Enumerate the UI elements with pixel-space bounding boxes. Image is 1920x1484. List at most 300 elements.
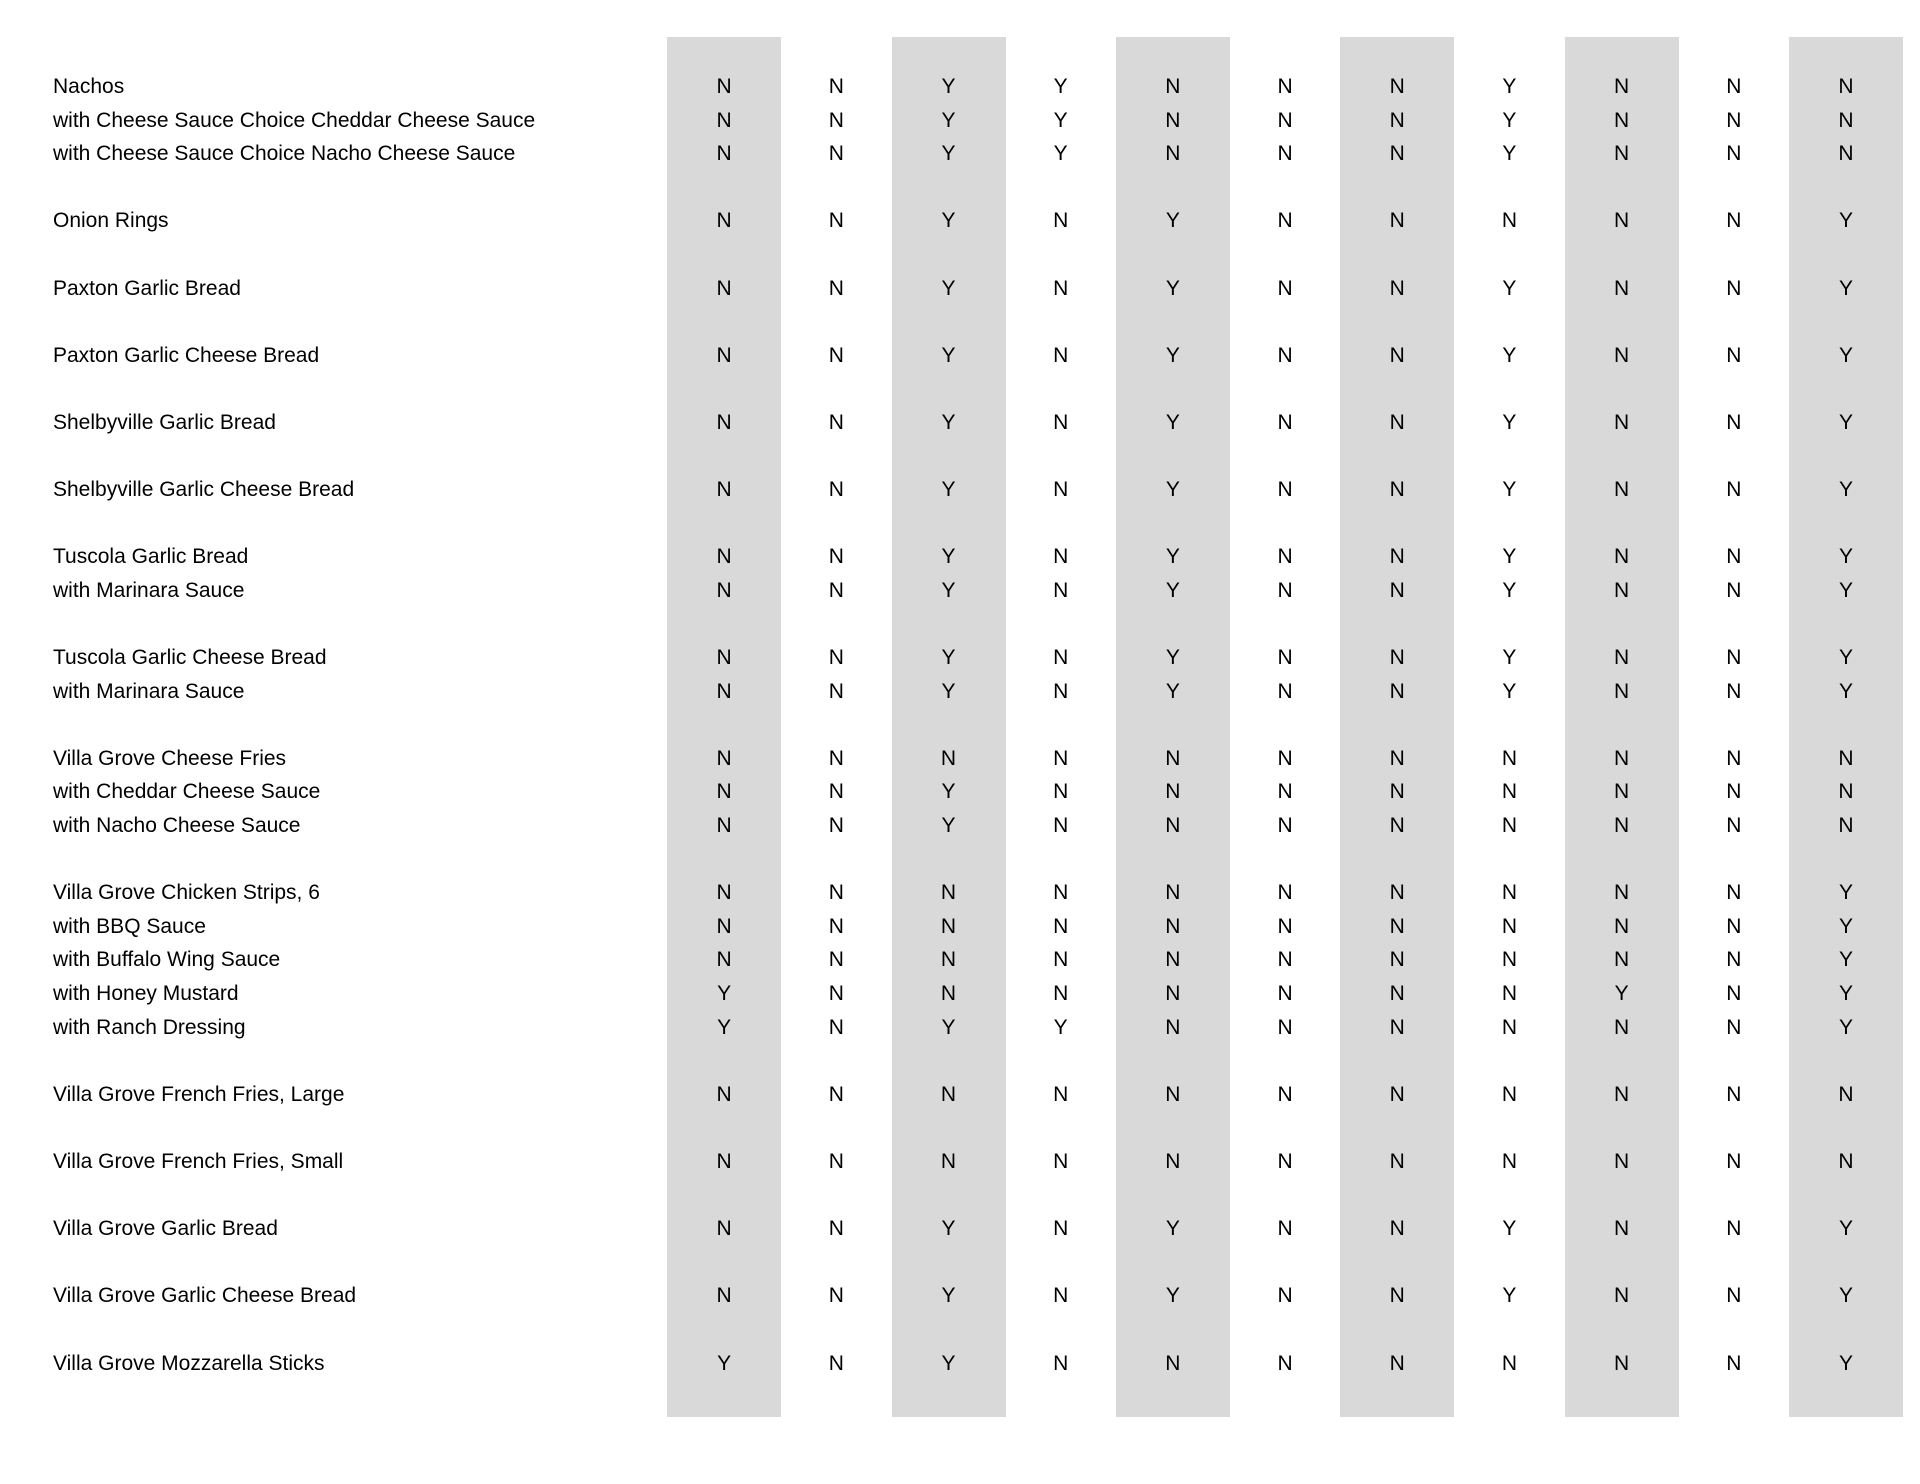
allergen-value: N bbox=[1053, 478, 1069, 502]
group-gap bbox=[0, 1111, 1920, 1145]
table-row bbox=[0, 1279, 1920, 1313]
allergen-value: Y bbox=[1838, 410, 1853, 434]
allergen-value: Y bbox=[941, 578, 956, 602]
allergen-value: N bbox=[1726, 578, 1742, 602]
allergen-value: Y bbox=[941, 1351, 956, 1375]
allergen-value: Y bbox=[1502, 276, 1517, 300]
allergen-value: Y bbox=[1502, 75, 1517, 98]
allergen-value: N bbox=[1165, 780, 1181, 804]
allergen-value: N bbox=[1053, 578, 1069, 602]
allergen-value: N bbox=[1277, 545, 1293, 569]
item-label: with Marinara Sauce bbox=[53, 679, 245, 703]
allergen-value: Y bbox=[717, 1015, 732, 1039]
allergen-value: N bbox=[716, 108, 732, 132]
allergen-value: N bbox=[1614, 780, 1630, 804]
allergen-value: N bbox=[1614, 209, 1630, 233]
allergen-value: Y bbox=[1165, 478, 1180, 502]
allergen-value: N bbox=[828, 679, 844, 703]
table-row bbox=[0, 473, 1920, 507]
allergen-value: N bbox=[1389, 948, 1405, 972]
allergen-value: N bbox=[1614, 142, 1630, 166]
allergen-value: N bbox=[828, 780, 844, 804]
allergen-value: N bbox=[828, 276, 844, 300]
allergen-value: Y bbox=[941, 814, 956, 838]
allergen-value: Y bbox=[1165, 1217, 1180, 1241]
allergen-value: N bbox=[1614, 1284, 1630, 1308]
allergen-value: Y bbox=[1165, 209, 1180, 233]
allergen-value: N bbox=[828, 814, 844, 838]
allergen-value: N bbox=[1053, 814, 1069, 838]
allergen-value: N bbox=[1838, 746, 1854, 770]
table-row bbox=[0, 339, 1920, 373]
allergen-value: N bbox=[1726, 948, 1742, 972]
allergen-value: N bbox=[940, 1150, 957, 1173]
allergen-value: N bbox=[828, 881, 844, 905]
allergen-value: N bbox=[1726, 1150, 1742, 1173]
allergen-value: N bbox=[1501, 1351, 1517, 1375]
allergen-value: N bbox=[1277, 881, 1293, 905]
allergen-value: N bbox=[1389, 142, 1405, 166]
allergen-value: N bbox=[716, 209, 732, 233]
allergen-value: N bbox=[1614, 646, 1630, 670]
allergen-value: N bbox=[1053, 679, 1069, 703]
allergen-value: Y bbox=[1838, 679, 1853, 703]
allergen-value: N bbox=[1838, 142, 1854, 166]
allergen-value: N bbox=[1614, 1015, 1630, 1039]
allergen-value: N bbox=[828, 545, 844, 569]
allergen-value: N bbox=[1501, 914, 1517, 938]
allergen-value: N bbox=[716, 679, 732, 703]
table-row bbox=[0, 104, 1920, 138]
allergen-value: Y bbox=[1165, 646, 1180, 670]
allergen-value: N bbox=[716, 646, 732, 670]
allergen-value: N bbox=[1501, 982, 1517, 1006]
allergen-value: N bbox=[1838, 780, 1854, 804]
allergen-value: Y bbox=[1502, 1217, 1517, 1241]
allergen-value: N bbox=[1726, 410, 1742, 434]
allergen-value: N bbox=[828, 108, 844, 132]
allergen-value: N bbox=[716, 1082, 732, 1106]
allergen-value: N bbox=[828, 982, 844, 1006]
allergen-value: N bbox=[828, 410, 844, 434]
allergen-value: N bbox=[1165, 1150, 1181, 1173]
allergen-value: Y bbox=[1502, 343, 1517, 367]
allergen-value: N bbox=[1165, 142, 1181, 166]
allergen-value: N bbox=[1726, 1284, 1742, 1308]
allergen-value: N bbox=[828, 478, 844, 502]
allergen-value: N bbox=[716, 478, 732, 502]
allergen-value: N bbox=[1614, 881, 1630, 905]
allergen-value: Y bbox=[1502, 646, 1517, 670]
item-label: Shelbyville Garlic Cheese Bread bbox=[53, 478, 355, 502]
allergen-value: N bbox=[828, 578, 844, 602]
allergen-value: N bbox=[1053, 343, 1069, 367]
item-label: with Honey Mustard bbox=[53, 982, 239, 1006]
table-row bbox=[0, 876, 1920, 910]
allergen-value: N bbox=[716, 75, 732, 98]
allergen-value: Y bbox=[941, 142, 956, 166]
allergen-value: N bbox=[1053, 746, 1069, 770]
allergen-value: N bbox=[716, 545, 732, 569]
allergen-value: N bbox=[716, 343, 732, 367]
allergen-value: N bbox=[716, 1284, 732, 1308]
allergen-value: N bbox=[1614, 108, 1630, 132]
allergen-value: N bbox=[1501, 209, 1517, 233]
allergen-value: Y bbox=[1838, 914, 1853, 938]
allergen-value: N bbox=[1614, 1217, 1630, 1241]
allergen-value: N bbox=[1726, 646, 1742, 670]
allergen-value: N bbox=[1277, 914, 1293, 938]
item-label: with Buffalo Wing Sauce bbox=[53, 948, 281, 972]
allergen-value: Y bbox=[1502, 108, 1517, 132]
allergen-value: N bbox=[1053, 646, 1069, 670]
allergen-value: Y bbox=[1838, 1217, 1853, 1241]
item-label: Tuscola Garlic Bread bbox=[53, 545, 249, 569]
allergen-value: N bbox=[1614, 545, 1630, 569]
allergen-value: N bbox=[1389, 780, 1405, 804]
allergen-value: N bbox=[1501, 780, 1517, 804]
allergen-value: N bbox=[1389, 1284, 1405, 1308]
allergen-value: Y bbox=[1053, 142, 1068, 166]
allergen-value: Y bbox=[1838, 578, 1853, 602]
allergen-value: Y bbox=[1838, 881, 1853, 905]
table-row bbox=[0, 943, 1920, 977]
group-gap bbox=[0, 1313, 1920, 1347]
allergen-value: N bbox=[1726, 108, 1742, 132]
allergen-value: N bbox=[1389, 478, 1405, 502]
allergen-value: Y bbox=[1502, 410, 1517, 434]
allergen-value: N bbox=[828, 1217, 844, 1241]
allergen-value: N bbox=[1614, 343, 1630, 367]
allergen-value: N bbox=[1165, 881, 1181, 905]
allergen-value: N bbox=[1501, 814, 1517, 838]
allergen-table bbox=[0, 70, 1920, 1380]
allergen-value: N bbox=[1614, 75, 1630, 98]
allergen-value: N bbox=[1726, 814, 1742, 838]
table-row bbox=[0, 204, 1920, 238]
allergen-value: N bbox=[1053, 1284, 1069, 1308]
allergen-value: N bbox=[828, 142, 844, 166]
allergen-value: Y bbox=[941, 108, 956, 132]
allergen-value: N bbox=[1277, 1082, 1293, 1106]
allergen-value: N bbox=[940, 914, 957, 938]
allergen-value: N bbox=[1277, 948, 1293, 972]
allergen-value: N bbox=[716, 814, 732, 838]
allergen-value: Y bbox=[941, 646, 956, 670]
allergen-value: N bbox=[1277, 746, 1293, 770]
allergen-value: Y bbox=[941, 75, 956, 98]
allergen-value: Y bbox=[941, 209, 956, 233]
allergen-value: N bbox=[1726, 276, 1742, 300]
allergen-value: Y bbox=[1165, 343, 1180, 367]
allergen-value: Y bbox=[1838, 1015, 1853, 1039]
allergen-value: N bbox=[828, 1015, 844, 1039]
allergen-value: Y bbox=[1838, 343, 1853, 367]
allergen-value: Y bbox=[941, 679, 956, 703]
allergen-value: N bbox=[716, 142, 732, 166]
allergen-value: N bbox=[1053, 982, 1069, 1006]
allergen-value: N bbox=[1053, 545, 1069, 569]
allergen-value: N bbox=[828, 646, 844, 670]
allergen-value: Y bbox=[941, 343, 956, 367]
allergen-value: N bbox=[1389, 209, 1405, 233]
allergen-value: N bbox=[1389, 914, 1405, 938]
allergen-value: N bbox=[1389, 1082, 1405, 1106]
allergen-value: Y bbox=[1838, 982, 1853, 1006]
item-label: Villa Grove Garlic Cheese Bread bbox=[53, 1284, 357, 1308]
allergen-value: N bbox=[1277, 679, 1293, 703]
allergen-value: N bbox=[1277, 780, 1293, 804]
item-label: Tuscola Garlic Cheese Bread bbox=[53, 646, 327, 670]
allergen-value: N bbox=[1838, 814, 1854, 838]
allergen-value: N bbox=[940, 881, 957, 905]
allergen-value: N bbox=[1614, 276, 1630, 300]
allergen-value: N bbox=[1838, 75, 1854, 98]
allergen-value: N bbox=[1726, 209, 1742, 233]
allergen-value: N bbox=[1614, 478, 1630, 502]
item-label: with Marinara Sauce bbox=[53, 578, 245, 602]
allergen-value: Y bbox=[941, 545, 956, 569]
allergen-value: N bbox=[940, 746, 957, 770]
allergen-value: N bbox=[1165, 75, 1181, 98]
allergen-value: N bbox=[828, 914, 844, 938]
allergen-value: Y bbox=[1838, 209, 1853, 233]
allergen-value: Y bbox=[1053, 108, 1068, 132]
allergen-value: N bbox=[1277, 478, 1293, 502]
allergen-value: N bbox=[1389, 343, 1405, 367]
allergen-value: N bbox=[1165, 814, 1181, 838]
allergen-value: N bbox=[1277, 814, 1293, 838]
allergen-value: N bbox=[1389, 108, 1405, 132]
allergen-value: Y bbox=[1053, 1015, 1068, 1039]
allergen-value: N bbox=[1838, 108, 1854, 132]
allergen-value: N bbox=[716, 881, 732, 905]
allergen-value: N bbox=[1165, 108, 1181, 132]
table-row bbox=[0, 137, 1920, 171]
allergen-value: N bbox=[1838, 1150, 1854, 1173]
allergen-value: N bbox=[1053, 276, 1069, 300]
allergen-value: Y bbox=[1165, 679, 1180, 703]
allergen-value: N bbox=[828, 746, 844, 770]
allergen-value: N bbox=[1053, 1150, 1069, 1173]
allergen-value: N bbox=[1726, 343, 1742, 367]
allergen-value: N bbox=[1053, 780, 1069, 804]
table-row bbox=[0, 809, 1920, 843]
allergen-value: N bbox=[1389, 881, 1405, 905]
allergen-value: Y bbox=[1838, 1284, 1853, 1308]
allergen-value: N bbox=[1277, 276, 1293, 300]
allergen-value: Y bbox=[1838, 478, 1853, 502]
allergen-value: N bbox=[828, 948, 844, 972]
allergen-value: N bbox=[1277, 343, 1293, 367]
allergen-value: N bbox=[940, 982, 957, 1006]
allergen-value: N bbox=[1614, 410, 1630, 434]
allergen-value: Y bbox=[1053, 75, 1068, 98]
allergen-value: N bbox=[1277, 982, 1293, 1006]
group-gap bbox=[0, 440, 1920, 474]
allergen-value: N bbox=[1614, 578, 1630, 602]
allergen-value: N bbox=[1165, 1351, 1181, 1375]
item-label: with Cheese Sauce Choice Nacho Cheese Sauce bbox=[53, 142, 516, 166]
table-row bbox=[0, 641, 1920, 675]
allergen-value: N bbox=[1726, 1082, 1742, 1106]
item-label: Villa Grove Cheese Fries bbox=[53, 746, 287, 770]
allergen-value: N bbox=[1389, 75, 1405, 98]
group-gap bbox=[0, 608, 1920, 642]
allergen-value: N bbox=[716, 1150, 732, 1173]
allergen-value: N bbox=[828, 1284, 844, 1308]
allergen-value: N bbox=[1053, 1082, 1069, 1106]
allergen-value: N bbox=[1277, 578, 1293, 602]
allergen-value: N bbox=[1389, 545, 1405, 569]
allergen-value: N bbox=[1614, 679, 1630, 703]
allergen-value: N bbox=[940, 948, 957, 972]
allergen-value: Y bbox=[941, 780, 956, 804]
allergen-value: N bbox=[1277, 1284, 1293, 1308]
allergen-value: Y bbox=[1838, 545, 1853, 569]
allergen-value: N bbox=[1389, 814, 1405, 838]
allergen-value: Y bbox=[1165, 545, 1180, 569]
allergen-value: N bbox=[716, 410, 732, 434]
allergen-value: N bbox=[1726, 1351, 1742, 1375]
allergen-value: N bbox=[1614, 1082, 1630, 1106]
table-row bbox=[0, 1011, 1920, 1045]
allergen-value: N bbox=[1726, 746, 1742, 770]
allergen-value: N bbox=[716, 914, 732, 938]
allergen-value: N bbox=[1277, 1150, 1293, 1173]
allergen-value: N bbox=[828, 209, 844, 233]
allergen-value: Y bbox=[941, 410, 956, 434]
allergen-value: Y bbox=[1502, 1284, 1517, 1308]
table-row bbox=[0, 675, 1920, 709]
allergen-value: N bbox=[1389, 1351, 1405, 1375]
allergen-value: N bbox=[1726, 780, 1742, 804]
allergen-value: N bbox=[1726, 545, 1742, 569]
allergen-value: Y bbox=[1165, 1284, 1180, 1308]
allergen-value: N bbox=[716, 780, 732, 804]
group-gap bbox=[0, 1179, 1920, 1213]
allergen-value: Y bbox=[1502, 142, 1517, 166]
allergen-value: N bbox=[1726, 478, 1742, 502]
item-label: with Ranch Dressing bbox=[53, 1015, 246, 1039]
allergen-value: N bbox=[1165, 746, 1181, 770]
allergen-value: N bbox=[1165, 914, 1181, 938]
allergen-value: Y bbox=[717, 1351, 732, 1375]
table-row bbox=[0, 574, 1920, 608]
item-label: Villa Grove Garlic Bread bbox=[53, 1217, 278, 1241]
allergen-value: N bbox=[716, 1217, 732, 1241]
allergen-value: N bbox=[940, 1082, 957, 1106]
allergen-value: N bbox=[828, 1351, 844, 1375]
allergen-value: N bbox=[1389, 679, 1405, 703]
table-row bbox=[0, 910, 1920, 944]
allergen-value: N bbox=[1053, 209, 1069, 233]
allergen-value: N bbox=[1726, 1015, 1742, 1039]
allergen-value: N bbox=[1726, 1217, 1742, 1241]
allergen-value: N bbox=[1614, 914, 1630, 938]
allergen-value: N bbox=[1501, 881, 1517, 905]
allergen-value: Y bbox=[1838, 948, 1853, 972]
table-row bbox=[0, 272, 1920, 306]
table-row bbox=[0, 1212, 1920, 1246]
item-label: Nachos bbox=[53, 75, 125, 98]
allergen-value: N bbox=[1501, 746, 1517, 770]
table-row bbox=[0, 540, 1920, 574]
allergen-value: N bbox=[828, 1082, 844, 1106]
allergen-value: N bbox=[1838, 1082, 1854, 1106]
allergen-value: Y bbox=[1838, 646, 1853, 670]
allergen-value: N bbox=[1614, 948, 1630, 972]
allergen-value: N bbox=[1277, 108, 1293, 132]
allergen-value: Y bbox=[1502, 478, 1517, 502]
allergen-value: N bbox=[1614, 1150, 1630, 1173]
allergen-value: N bbox=[1501, 948, 1517, 972]
group-gap bbox=[0, 1044, 1920, 1078]
allergen-value: N bbox=[1053, 948, 1069, 972]
allergen-value: Y bbox=[941, 1217, 956, 1241]
allergen-value: N bbox=[1053, 1217, 1069, 1241]
allergen-value: N bbox=[1389, 1015, 1405, 1039]
allergen-value: N bbox=[1053, 881, 1069, 905]
group-gap bbox=[0, 708, 1920, 742]
allergen-value: N bbox=[1165, 1082, 1181, 1106]
allergen-value: N bbox=[1389, 578, 1405, 602]
item-label: Villa Grove French Fries, Small bbox=[53, 1150, 344, 1173]
item-label: Paxton Garlic Cheese Bread bbox=[53, 343, 320, 367]
allergen-value: N bbox=[1501, 1015, 1517, 1039]
table-row bbox=[0, 742, 1920, 776]
allergen-value: N bbox=[828, 1150, 844, 1173]
allergen-value: N bbox=[1501, 1150, 1517, 1173]
allergen-value: N bbox=[1277, 75, 1293, 98]
item-label: Shelbyville Garlic Bread bbox=[53, 410, 276, 434]
allergen-value: N bbox=[716, 276, 732, 300]
allergen-value: N bbox=[1389, 1217, 1405, 1241]
allergen-value: Y bbox=[1165, 578, 1180, 602]
item-label: Villa Grove French Fries, Large bbox=[53, 1082, 345, 1106]
allergen-value: Y bbox=[1502, 578, 1517, 602]
allergen-value: N bbox=[1614, 746, 1630, 770]
item-label: with Cheddar Cheese Sauce bbox=[53, 780, 321, 804]
allergen-value: N bbox=[1053, 410, 1069, 434]
allergen-value: N bbox=[1277, 410, 1293, 434]
allergen-value: N bbox=[1726, 679, 1742, 703]
allergen-value: Y bbox=[1502, 679, 1517, 703]
allergen-value: N bbox=[1389, 746, 1405, 770]
group-gap bbox=[0, 1246, 1920, 1280]
allergen-value: N bbox=[828, 75, 844, 98]
item-label: Villa Grove Chicken Strips, 6 bbox=[53, 881, 320, 905]
allergen-value: N bbox=[1726, 75, 1742, 98]
group-gap bbox=[0, 305, 1920, 339]
allergen-value: Y bbox=[1502, 545, 1517, 569]
allergen-value: N bbox=[1277, 142, 1293, 166]
allergen-value: Y bbox=[941, 1015, 956, 1039]
allergen-value: Y bbox=[941, 276, 956, 300]
allergen-value: N bbox=[828, 343, 844, 367]
allergen-value: N bbox=[1726, 914, 1742, 938]
allergen-value: N bbox=[1053, 914, 1069, 938]
group-gap bbox=[0, 171, 1920, 205]
allergen-value: N bbox=[716, 746, 732, 770]
allergen-value: N bbox=[1277, 1217, 1293, 1241]
allergen-value: Y bbox=[941, 1284, 956, 1308]
allergen-value: N bbox=[1614, 814, 1630, 838]
table-row bbox=[0, 1347, 1920, 1381]
allergen-value: N bbox=[1277, 1351, 1293, 1375]
allergen-value: N bbox=[1277, 209, 1293, 233]
table-row bbox=[0, 977, 1920, 1011]
